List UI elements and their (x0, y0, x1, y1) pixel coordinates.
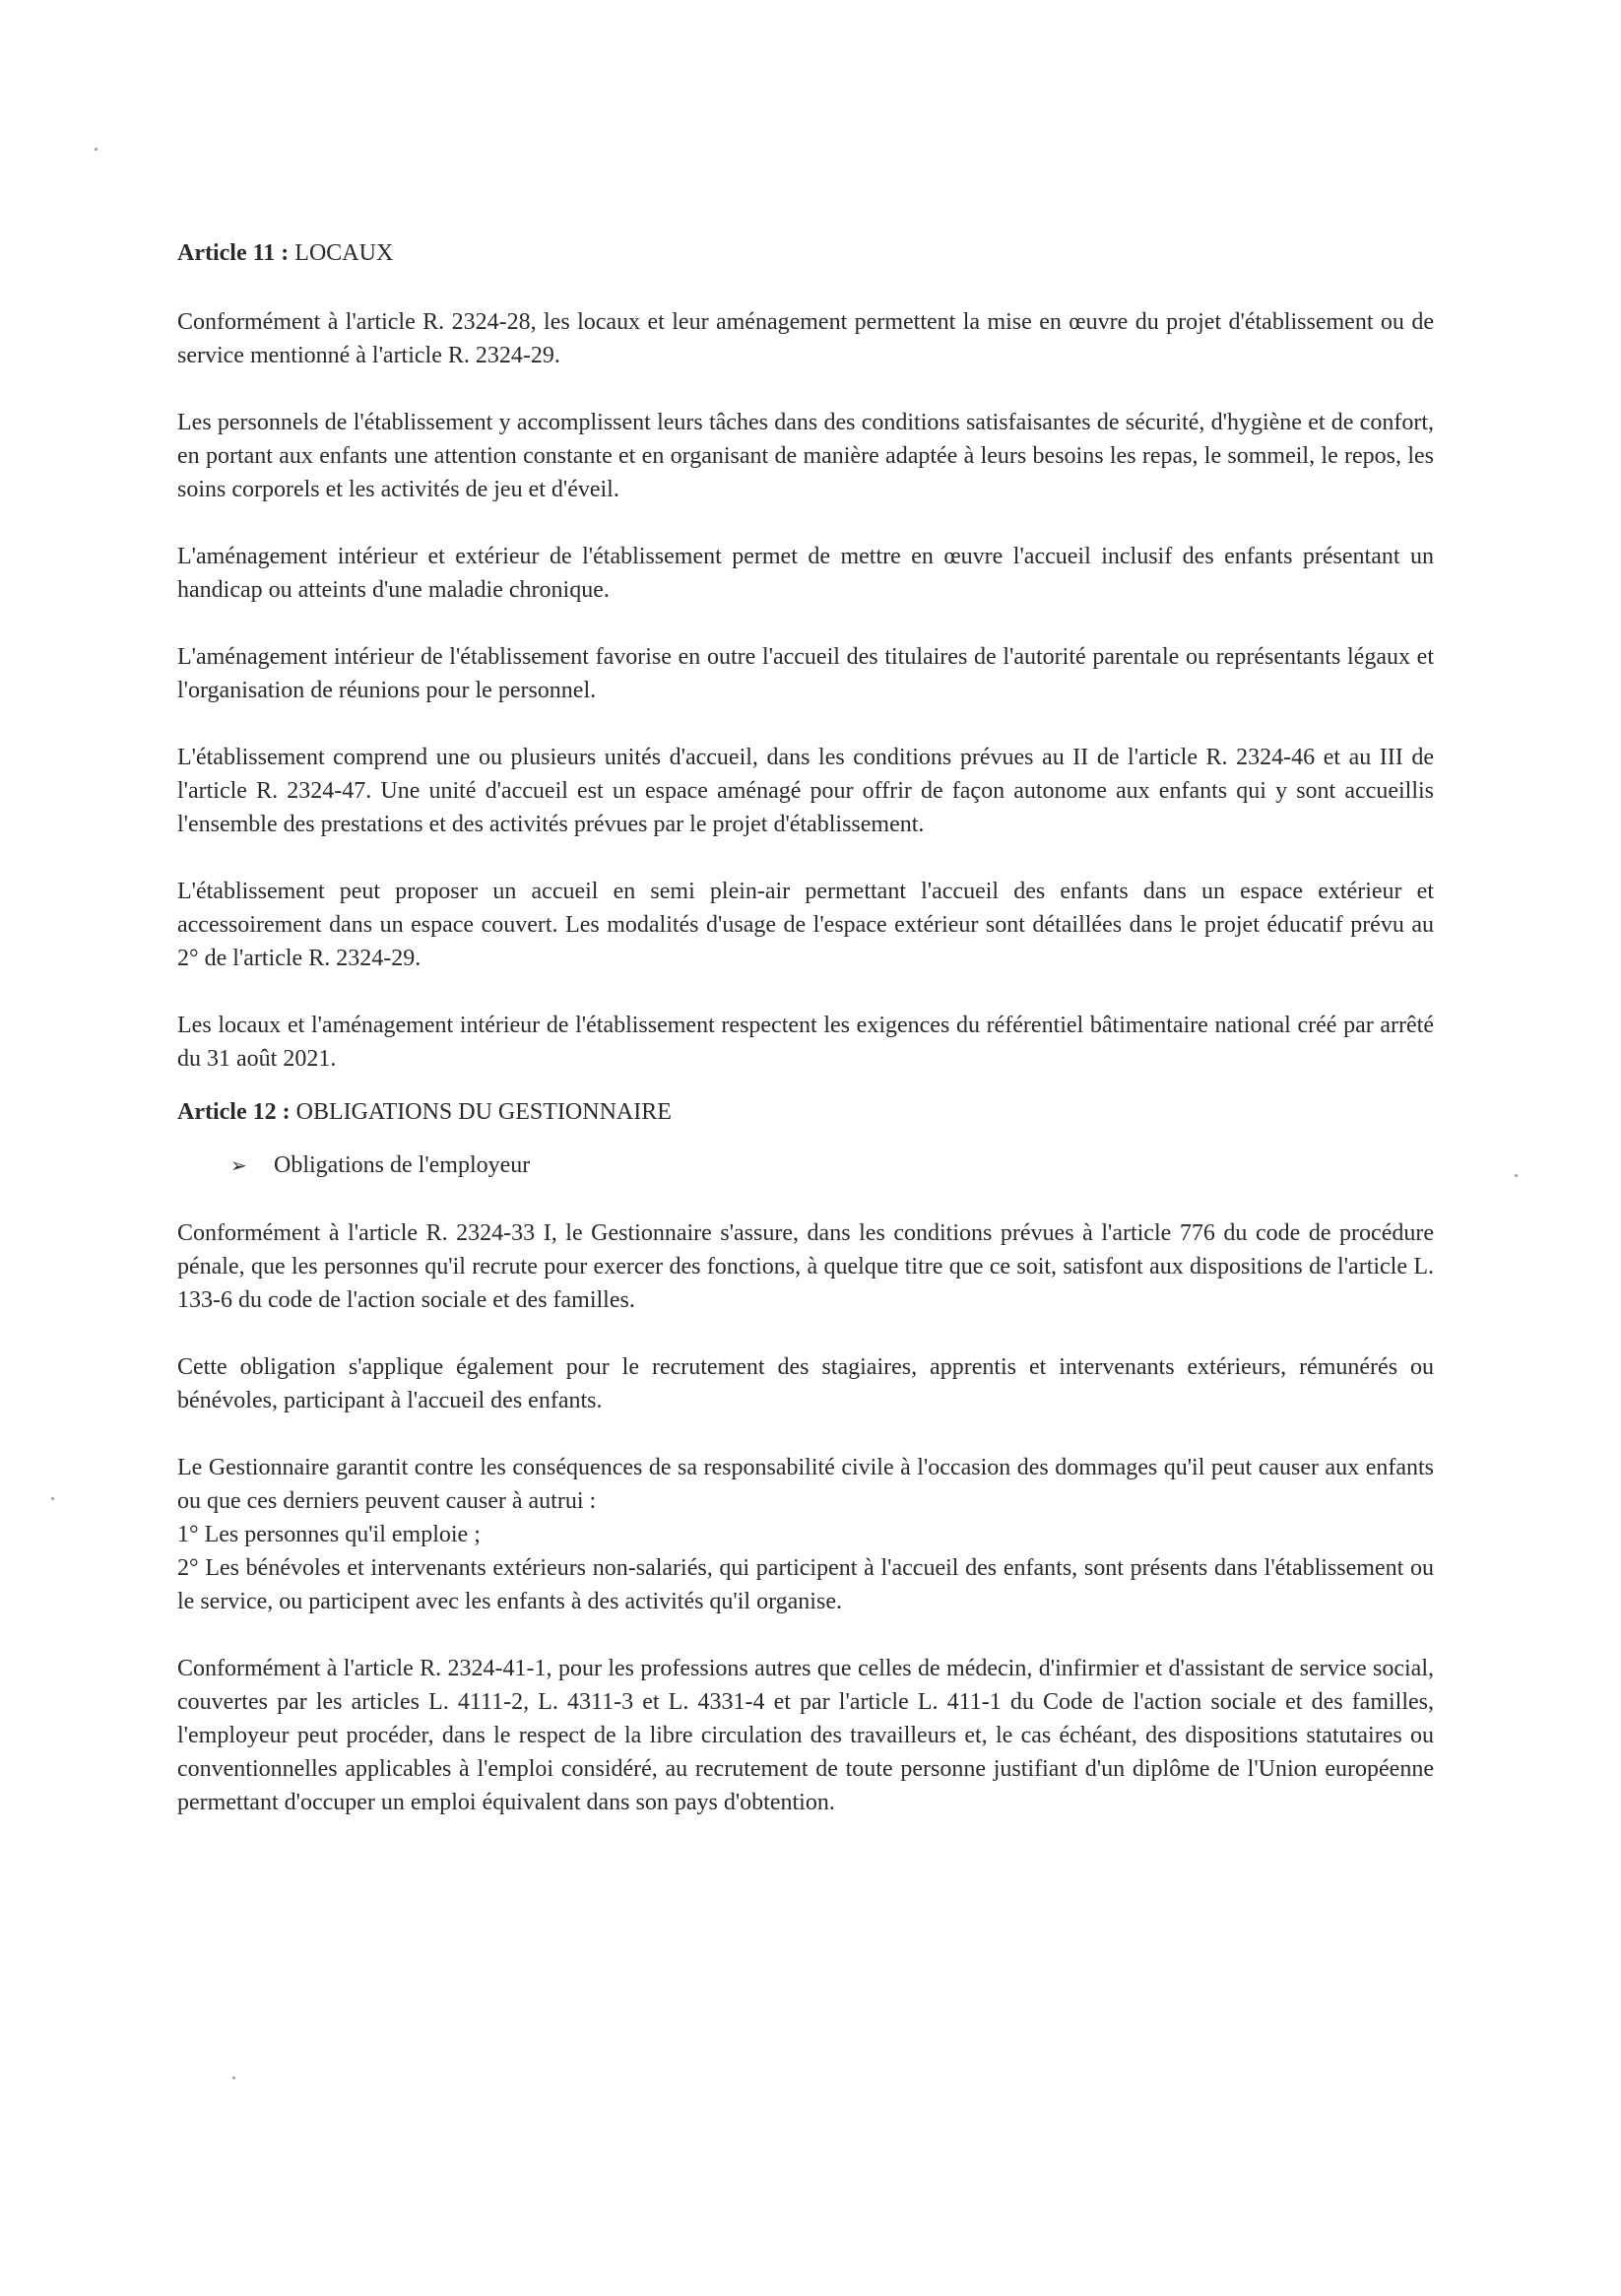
article-11-title: LOCAUX (294, 240, 394, 266)
article-11-paragraph: L'établissement peut proposer un accueil en semi plein-air permettant l'accueil des enfants dans un espace extérieur et accessoirement dans un espace couvert. Les modalités d'usage de l'espace extérieur sont détaillées dans le projet éducatif prévu au 2° de l'article R. 2324-29. (177, 879, 1434, 971)
list-item: 1° Les personnes qu'il emploie ; (177, 1522, 481, 1547)
scan-speck (232, 2076, 235, 2079)
article-11-paragraph: Conformément à l'article R. 2324-28, les locaux et leur aménagement permettent la mise en œuvre du projet d'établissement ou de service mentionné à l'article R. 2324-29. (177, 309, 1434, 368)
article-12-paragraph: Cette obligation s'applique également pour le recrutement des stagiaires, apprentis et intervenants extérieurs, rémunérés ou bénévoles, participant à l'accueil des enfants. (177, 1354, 1434, 1413)
article-11-paragraph: L'aménagement intérieur de l'établissement favorise en outre l'accueil des titulaires de l'autorité parentale ou représentants légaux et l'organisation de réunions pour le personnel. (177, 644, 1434, 703)
scan-speck (95, 148, 97, 151)
article-12-heading (177, 1095, 1434, 1129)
article-11-paragraph: Les locaux et l'aménagement intérieur de l'établissement respectent les exigences du référentiel bâtimentaire national créé par arrêté du 31 août 2021. (177, 1013, 1434, 1072)
scan-speck (1515, 1174, 1518, 1177)
document-body (177, 236, 1434, 1853)
employer-obligations-subheading (177, 1148, 1434, 1183)
article-12-paragraph: Conformément à l'article R. 2324-41-1, pour les professions autres que celles de médecin, d'infirmier et d'assistant de service social, couvertes par les articles L. 4111-2, L. 4311-3 et L. 4331-4 et par l'article L. 411-1 du Code de l'action sociale et des familles, l'employeur peut procéder, dans le respect de la libre circulation des travailleurs et, le cas échéant, des dispositions statutaires ou conventionnelles applicables à l'emploi considéré, au recrutement de toute personne justifiant d'un diplôme de l'Union européenne permettant d'occuper un emploi équivalent dans son pays d'obtention. (177, 1656, 1434, 1815)
subheading-text: Obligations de l'employeur (274, 1152, 531, 1178)
arrow-bullet-icon: ➢ (230, 1155, 247, 1177)
list-item: 2° Les bénévoles et intervenants extérieurs non-salariés, qui participent à l'accueil des enfants, sont présents dans l'établissement ou le service, ou participent avec les enfants à des activités qu'il organise. (177, 1555, 1434, 1614)
article-12-title: OBLIGATIONS DU GESTIONNAIRE (295, 1099, 672, 1125)
article-11-label: Article 11 : (177, 240, 290, 266)
article-12-label: Article 12 : (177, 1099, 291, 1125)
article-11-paragraph: L'aménagement intérieur et extérieur de l'établissement permet de mettre en œuvre l'accueil inclusif des enfants présentant un handicap ou atteints d'une maladie chronique. (177, 544, 1434, 603)
scan-speck (51, 1497, 54, 1500)
article-11-heading (177, 236, 1434, 270)
article-12-paragraph: Conformément à l'article R. 2324-33 I, le Gestionnaire s'assure, dans les conditions prévues à l'article 776 du code de procédure pénale, que les personnes qu'il recrute pour exercer des fonctions, à quelque titre que ce soit, satisfont aux dispositions de l'article L. 133-6 du code de l'action sociale et des familles. (177, 1220, 1434, 1313)
article-11-paragraph: L'établissement comprend une ou plusieurs unités d'accueil, dans les conditions prévues au II de l'article R. 2324-46 et au III de l'article R. 2324-47. Une unité d'accueil est un espace aménagé pour offrir de façon autonome aux enfants qui y sont accueillis l'ensemble des prestations et des activités prévues par le projet d'établissement. (177, 745, 1434, 837)
article-11-paragraph: Les personnels de l'établissement y accomplissent leurs tâches dans des conditions satisfaisantes de sécurité, d'hygiène et de confort, en portant aux enfants une attention constante et en organisant de manière adaptée à leurs besoins les repas, le sommeil, le repos, les soins corporels et les activités de jeu et d'éveil. (177, 410, 1434, 502)
article-12-paragraph: Le Gestionnaire garantit contre les conséquences de sa responsabilité civile à l'occasion des dommages qu'il peut causer aux enfants ou que ces derniers peuvent causer à autrui : (177, 1455, 1434, 1514)
